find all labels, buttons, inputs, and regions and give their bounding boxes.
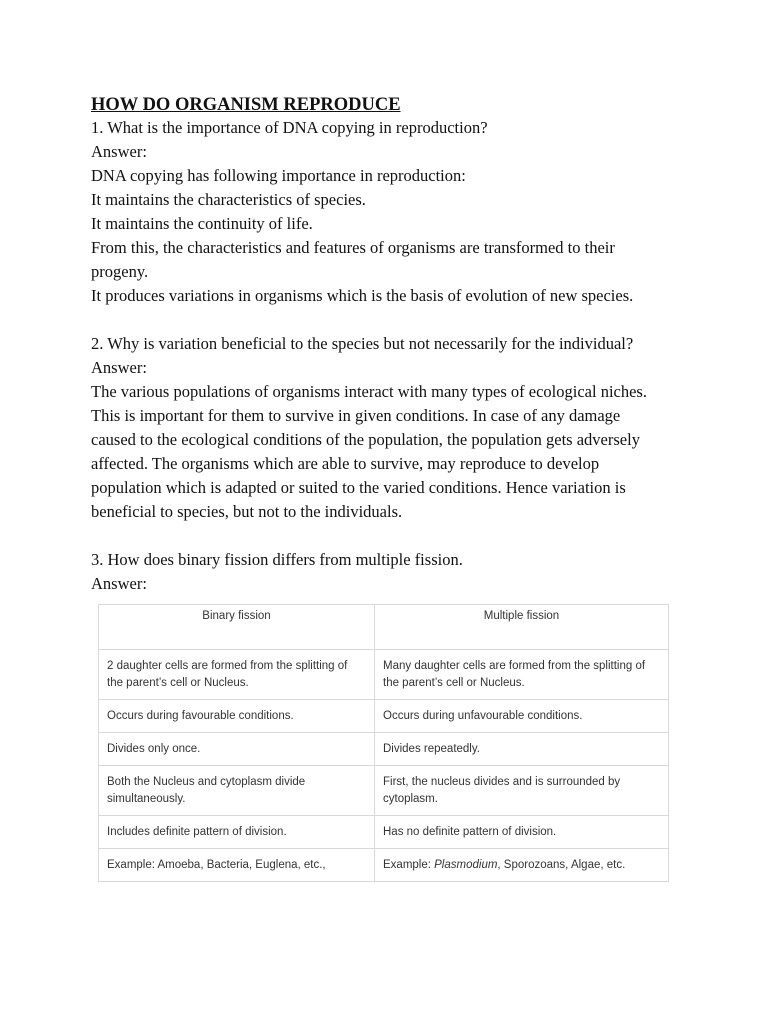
- table-cell: Many daughter cells are formed from the splitting of the parent’s cell or Nucleus.: [375, 650, 669, 700]
- document-title: HOW DO ORGANISM REPRODUCE: [91, 95, 401, 115]
- answer-1-line: It maintains the continuity of life.: [91, 214, 313, 233]
- document-body: [91, 94, 691, 596]
- answer-1-line: From this, the characteristics and features of organisms are transformed to their progeny.: [91, 238, 615, 281]
- table-row: [99, 766, 669, 816]
- table-cell: Divides only once.: [99, 733, 375, 766]
- table-cell: Divides repeatedly.: [375, 733, 669, 766]
- answer-1-line: It produces variations in organisms which is the basis of evolution of new species.: [91, 286, 634, 305]
- table-cell: Example: Amoeba, Bacteria, Euglena, etc.,: [99, 849, 375, 882]
- answer-label-1: Answer:: [91, 142, 147, 161]
- table-cell: Occurs during favourable conditions.: [99, 700, 375, 733]
- table-header-multiple: Multiple fission: [375, 605, 669, 650]
- answer-1-line: It maintains the characteristics of species.: [91, 190, 366, 209]
- table-row: [99, 733, 669, 766]
- answer-label-3: Answer:: [91, 574, 147, 593]
- question-1: 1. What is the importance of DNA copying in reproduction?: [91, 118, 488, 137]
- table-cell: 2 daughter cells are formed from the splitting of the parent’s cell or Nucleus.: [99, 650, 375, 700]
- table-cell: Includes definite pattern of division.: [99, 816, 375, 849]
- fission-comparison-table: [98, 604, 669, 882]
- table-cell: Occurs during unfavourable conditions.: [375, 700, 669, 733]
- answer-2-paragraph: The various populations of organisms interact with many types of ecological niches. This is important for them to survive in given conditions. In case of any damage caused to the ecological conditions of the population, the population gets adversely affected. The organisms which are able to survive, may reproduce to develop population which is adapted or suited to the varied conditions. Hence variation is beneficial to species, but not to the individuals.: [91, 382, 647, 521]
- table-cell: Both the Nucleus and cytoplasm divide simultaneously.: [99, 766, 375, 816]
- table-row: [99, 650, 669, 700]
- answer-1-line: DNA copying has following importance in reproduction:: [91, 166, 466, 185]
- answer-label-2: Answer:: [91, 358, 147, 377]
- table-cell: Has no definite pattern of division.: [375, 816, 669, 849]
- question-3: 3. How does binary fission differs from multiple fission.: [91, 550, 463, 569]
- table-header-binary: Binary fission: [99, 605, 375, 650]
- table-cell: First, the nucleus divides and is surrounded by cytoplasm.: [375, 766, 669, 816]
- table-cell-example-multiple: Example: Plasmodium, Sporozoans, Algae, etc.: [375, 849, 669, 882]
- question-2: 2. Why is variation beneficial to the species but not necessarily for the individual?: [91, 334, 634, 353]
- table-row: [99, 816, 669, 849]
- table-row: [99, 700, 669, 733]
- table-row: [99, 849, 669, 882]
